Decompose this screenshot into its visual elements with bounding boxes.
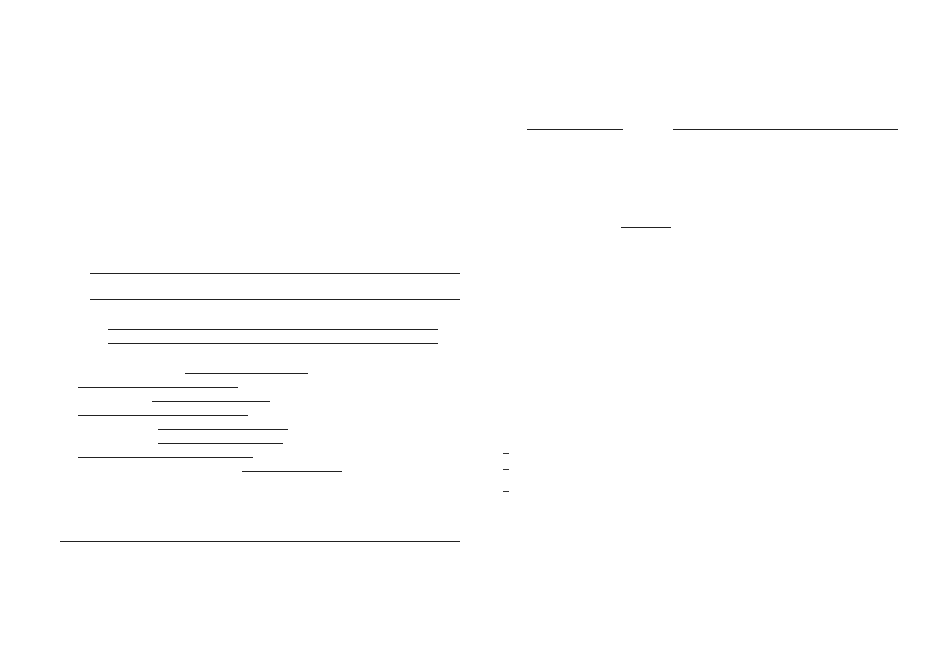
poem-blank-7[interactable] bbox=[78, 457, 253, 458]
poem-blank-1[interactable] bbox=[185, 373, 308, 374]
poem-blank-6[interactable] bbox=[158, 443, 283, 444]
answer-line[interactable] bbox=[503, 491, 509, 492]
character-name-blank[interactable] bbox=[621, 227, 671, 228]
answer-line[interactable] bbox=[90, 273, 460, 274]
answer-line[interactable] bbox=[90, 299, 460, 300]
poem-blank-2[interactable] bbox=[78, 387, 238, 388]
root-cause-line[interactable] bbox=[108, 343, 438, 344]
direct-cause-line[interactable] bbox=[108, 329, 438, 330]
q13-passage-line-2 bbox=[60, 519, 68, 528]
poem-blank-4[interactable] bbox=[78, 415, 248, 416]
favorite-person-blank[interactable] bbox=[527, 129, 623, 130]
poem-blank-8[interactable] bbox=[242, 471, 342, 472]
answer-line[interactable] bbox=[60, 541, 460, 542]
poem-blank-3[interactable] bbox=[152, 401, 270, 402]
story-title-block bbox=[643, 520, 651, 529]
answer-line[interactable] bbox=[503, 453, 509, 454]
poem-blank-5[interactable] bbox=[158, 429, 288, 430]
favorite-reason-blank[interactable] bbox=[673, 129, 898, 130]
answer-line[interactable] bbox=[503, 469, 509, 470]
